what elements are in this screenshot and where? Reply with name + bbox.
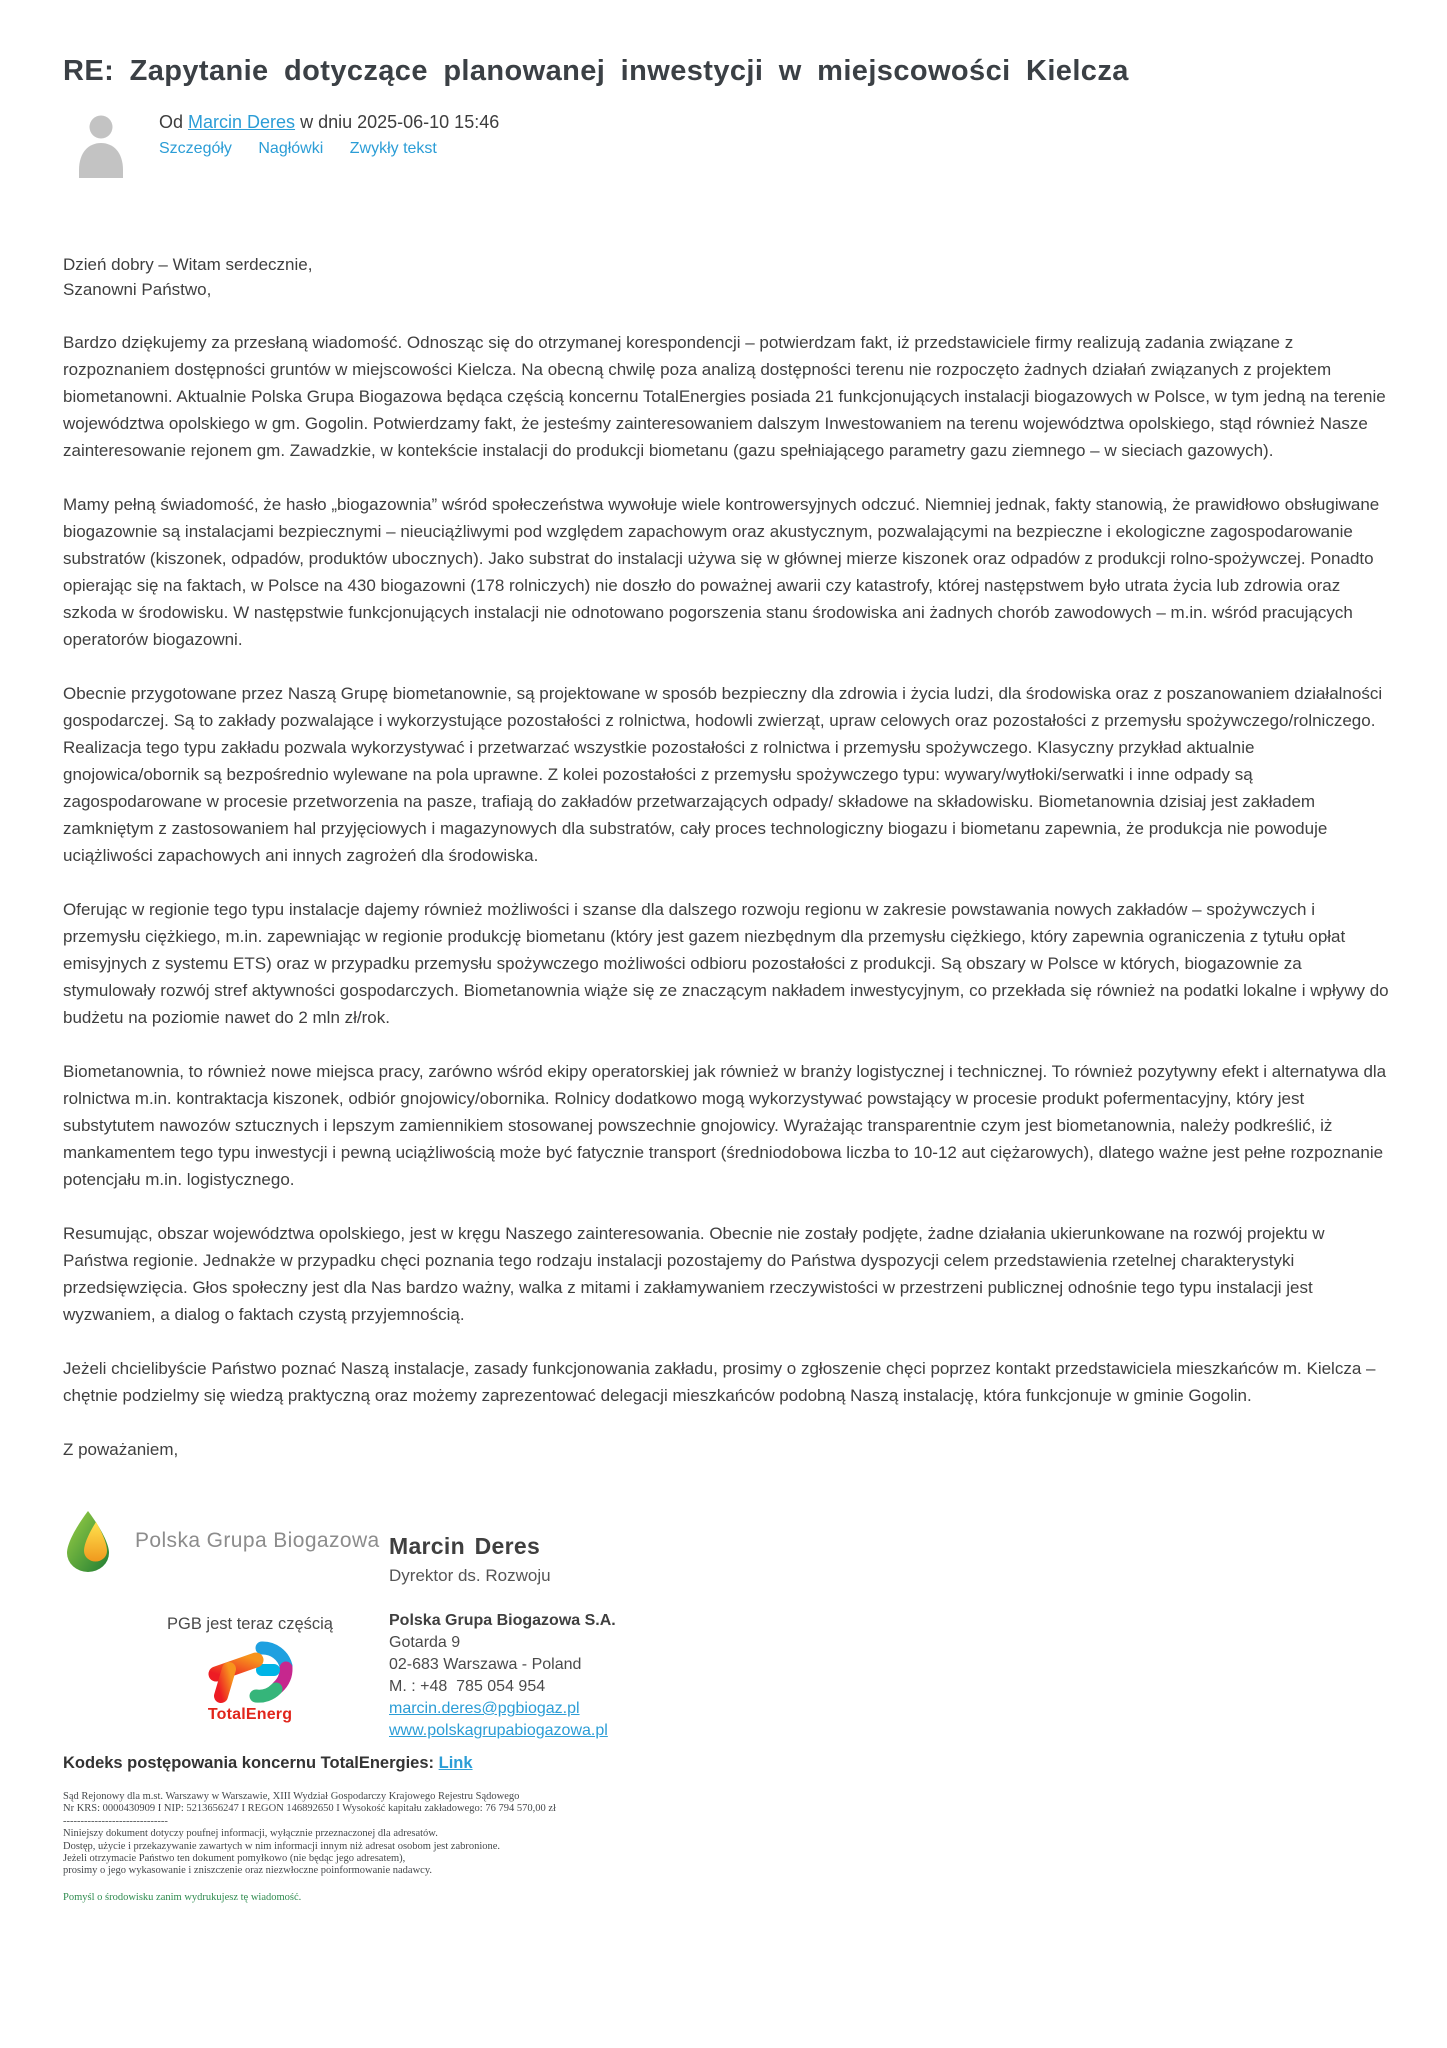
- pgb-droplet-icon: [63, 1509, 121, 1573]
- closing: Z poważaniem,: [63, 1440, 179, 1459]
- person-icon: [75, 112, 131, 178]
- details-link[interactable]: Szczegóły: [159, 140, 232, 157]
- legal-line: Jeżeli otrzymacie Państwo ten dokument pomyłkowo (nie będąc jego adresatem),: [63, 1853, 406, 1865]
- legal-divider: ------------------------------: [63, 1815, 168, 1827]
- from-line: [159, 112, 499, 133]
- totalenergies-wordmark: TotalEnerg: [207, 1706, 293, 1723]
- headers-link[interactable]: Nagłówki: [258, 140, 324, 157]
- signature-street: Gotarda 9: [389, 1634, 461, 1651]
- pgb-logo-text: Polska Grupa Biogazowa: [135, 1529, 380, 1552]
- legal-line: Niniejszy dokument dotyczy poufnej informacji, wyłącznie przeznaczonej dla adresatów.: [63, 1828, 438, 1840]
- legal-line: Nr KRS: 0000430909 I NIP: 5213656247 I REGON 146892650 I Wysokość kapitału zakładowego: 76 794 570,00 zł: [63, 1803, 556, 1815]
- pgb-tagline: PGB jest teraz częścią: [167, 1615, 333, 1633]
- signature-job-title: Dyrektor ds. Rozwoju: [389, 1566, 551, 1585]
- signature-email-link[interactable]: marcin.deres@pgbiogaz.pl: [389, 1700, 580, 1717]
- message-action-links: [159, 140, 499, 158]
- signature-city: 02-683 Warszawa - Poland: [389, 1656, 582, 1673]
- paragraph: Mamy pełną świadomość, że hasło „biogazownia” wśród społeczeństwa wywołuje wiele kontrowersyjnych odczuć. Niemniej jednak, fakty stanowią, że prawidłowo obsługiwane biogazownie są instalacjami bezpiecznymi – nieuciążliwymi pod względem zapachowym oraz akustycznym, pozwalającymi na bezpieczne i ekologiczne zagospodarowanie substratów (kiszonek, odpadów, produktów ubocznych). Jako substrat do instalacji używa się w głównej mierze kiszonek oraz odpadów z produkcji rolno-spożywczej. Ponadto opierając się na faktach, w Polsce na 430 biogazowni (178 rolniczych) nie doszło do poważnej awarii czy katastrofy, której następstwem było utrata życia lub zdrowia oraz szkoda w środowisku. W następstwie funkcjonujących instalacji nie odnotowano pogorszenia stanu środowiska ani żadnych chorób zawodowych – m.in. wśród pracujących operatorów biogazowni.: [63, 495, 1380, 649]
- from-label: Od: [159, 112, 184, 132]
- paragraph: Bardzo dziękujemy za przesłaną wiadomość. Odnosząc się do otrzymanej korespondencji – potwierdzam fakt, iż przedstawiciele firmy realizują zadania związane z rozpoznaniem dostępności gruntów w miejscowości Kielcza. Na obecną chwilę poza analizą dostępności terenu nie rozpoczęto żadnych działań związanych z projektem biometanowni. Aktualnie Polska Grupa Biogazowa będąca częścią koncernu TotalEnergies posiada 21 funkcjonujących instalacji biogazowych w Polsce, w tym jedną na terenie województwa opolskiego w gm. Gogolin. Potwierdzamy fakt, że jesteśmy zainteresowaniem dalszym Inwestowaniem na terenu województwa opolskiego, stąd również Nasze zainteresowanie rejonem gm. Zawadzkie, w kontekście instalacji do produkcji biometanu (gazu spełniającego parametry gazu ziemnego – w sieciach gazowych).: [63, 333, 1386, 460]
- paragraph: Jeżeli chcielibyście Państwo poznać Naszą instalacje, zasady funkcjonowania zakładu, prosimy o zgłoszenie chęci poprzez kontakt przedstawiciela mieszkańców m. Kielcza – chętnie podzielmy się wiedzą praktyczną oraz możemy zaprezentować delegacji mieszkańców podobną Naszą instalację, która funkcjonuje w gminie Gogolin.: [63, 1359, 1376, 1405]
- plaintext-link[interactable]: Zwykły tekst: [349, 140, 437, 157]
- contact-details: [385, 1509, 616, 1740]
- paragraph: Resumując, obszar województwa opolskiego, jest w kręgu Naszego zainteresowania. Obecnie nie zostały podjęte, żadne działania ukierunkowane na rozwój projektu w Państwa regionie. Jednakże w przypadku chęci poznania tego rodzaju instalacji pozostajemy do Państwa dyspozycji celem przedstawienia rzetelnej charakterystyki przedsięwzięcia. Głos społeczny jest dla Nas bardzo ważny, walka z mitami i zakłamywaniem rzeczywistości w przestrzeni publicznej odnośnie tego typu instalacji jest wyzwaniem, a dialog o faktach czystą przyjemnością.: [63, 1224, 1325, 1324]
- email-meta: [75, 110, 1390, 178]
- code-of-conduct-link[interactable]: Link: [438, 1754, 473, 1772]
- pgb-logo: [63, 1509, 385, 1573]
- code-of-conduct-label: Kodeks postępowania koncernu TotalEnergies:: [63, 1754, 435, 1772]
- eco-note: Pomyśl o środowisku zanim wydrukujesz tę wiadomość.: [63, 1891, 302, 1903]
- totalenergies-block: [155, 1615, 345, 1724]
- legal-footer: [63, 1791, 1390, 1878]
- greeting: [63, 252, 1390, 302]
- legal-line: prosimy o jego wykasowanie i zniszczenie oraz niezwłoczne poinformowanie nadawcy.: [63, 1865, 433, 1877]
- signature-phone: M. : +48 785 054 954: [389, 1678, 546, 1695]
- email-signature: [63, 1509, 1390, 1740]
- sender-link[interactable]: Marcin Deres: [188, 112, 296, 132]
- email-body: [63, 252, 1390, 1463]
- signature-company: Polska Grupa Biogazowa S.A.: [389, 1612, 616, 1629]
- signature-name: Marcin Deres: [389, 1533, 541, 1559]
- greeting-line-2: Szanowni Państwo,: [63, 280, 212, 299]
- sender-avatar: [75, 112, 131, 178]
- legal-line: Dostęp, użycie i przekazywanie zawartych w nim informacji innym niż adresat osobom jest zabronione.: [63, 1840, 501, 1852]
- greeting-line-1: Dzień dobry – Witam serdecznie,: [63, 255, 313, 274]
- email-subject: RE: Zapytanie dotyczące planowanej inwestycji w miejscowości Kielcza: [63, 55, 1129, 87]
- paragraph: Obecnie przygotowane przez Naszą Grupę biometanownie, są projektowane w sposób bezpieczny dla zdrowia i życia ludzi, dla środowiska oraz z poszanowaniem działalności gospodarczej. Są to zakłady pozwalające i wykorzystujące pozostałości z rolnictwa, hodowli zwierząt, upraw celowych oraz pozostałości z przemysłu spożywczego/rolniczego. Realizacja tego typu zakładu pozwala wykorzystywać i przetwarzać wszystkie pozostałości z rolnictwa i przemysłu spożywczego. Klasyczny przykład aktualnie gnojowica/obornik są bezpośrednio wylewane na pola uprawne. Z kolei pozostałości z przemysłu spożywczego typu: wywary/wytłoki/serwatki i inne odpady są zagospodarowane w procesie przetworzenia na pasze, trafiają do zakładów przetwarzających odpady/ składowe na składowisku. Biometanownia dzisiaj jest zakładem zamkniętym z zastosowaniem hal przyjęciowych i magazynowych dla substratów, cały proces technologiczny biogazu i biometanu zapewnia, że produkcja nie powoduje uciążliwości zapachowych ani innych zagrożeń dla środowiska.: [63, 684, 1383, 865]
- code-of-conduct-line: [63, 1754, 1390, 1773]
- paragraph: Oferując w regionie tego typu instalacje dajemy również możliwości i szanse dla dalszego rozwoju regionu w zakresie powstawania nowych zakładów – spożywczych i przemysłu ciężkiego, m.in. zapewniając w regionie produkcję biometanu (który jest gazem niezbędnym dla przemysłu ciężkiego, który zapewnia ograniczenia z tytułu opłat emisyjnych z systemu ETS) oraz w przypadku przemysłu spożywczego możliwości odbioru pozostałości z produkcji. Są obszary w Polsce w których, biogazownie za stymulowały rozwój stref aktywności gospodarczych. Biometanownia wiąże się ze znaczącym nakładem inwestycyjnym, co przekłada się również na podatki lokalne i wpływy do budżetu na poziomie nawet do 2 mln zł/rok.: [63, 900, 1389, 1027]
- paragraph: Biometanownia, to również nowe miejsca pracy, zarówno wśród ekipy operatorskiej jak również w branży logistycznej i technicznej. To również pozytywny efekt i alternatywa dla rolnictwa m.in. kontraktacja kiszonek, odbiór gnojowicy/obornika. Rolnicy dodatkowo mogą wykorzystywać powstający w procesie produkt pofermentacyjny, który jest substytutem nawozów sztucznych i lepszym zamiennikiem stosowanej powszechnie gnojowicy. Wyrażając transparentnie czym jest biometanownia, należy podkreślić, iż mankamentem tego typu inwestycji i pewną uciążliwością może być fatycznie transport (średniodobowa liczba to 10-12 aut ciężarowych), dlatego ważne jest pełne rozpoznanie potencjału m.in. logistycznego.: [63, 1062, 1387, 1189]
- legal-line: Sąd Rejonowy dla m.st. Warszawy w Warszawie, XIII Wydział Gospodarczy Krajowego Rejestru Sądowego: [63, 1791, 520, 1802]
- signature-website-link[interactable]: www.polskagrupabiogazowa.pl: [389, 1722, 608, 1739]
- date-text: w dniu 2025-06-10 15:46: [300, 112, 500, 132]
- totalenergies-logo-icon: [204, 1638, 296, 1704]
